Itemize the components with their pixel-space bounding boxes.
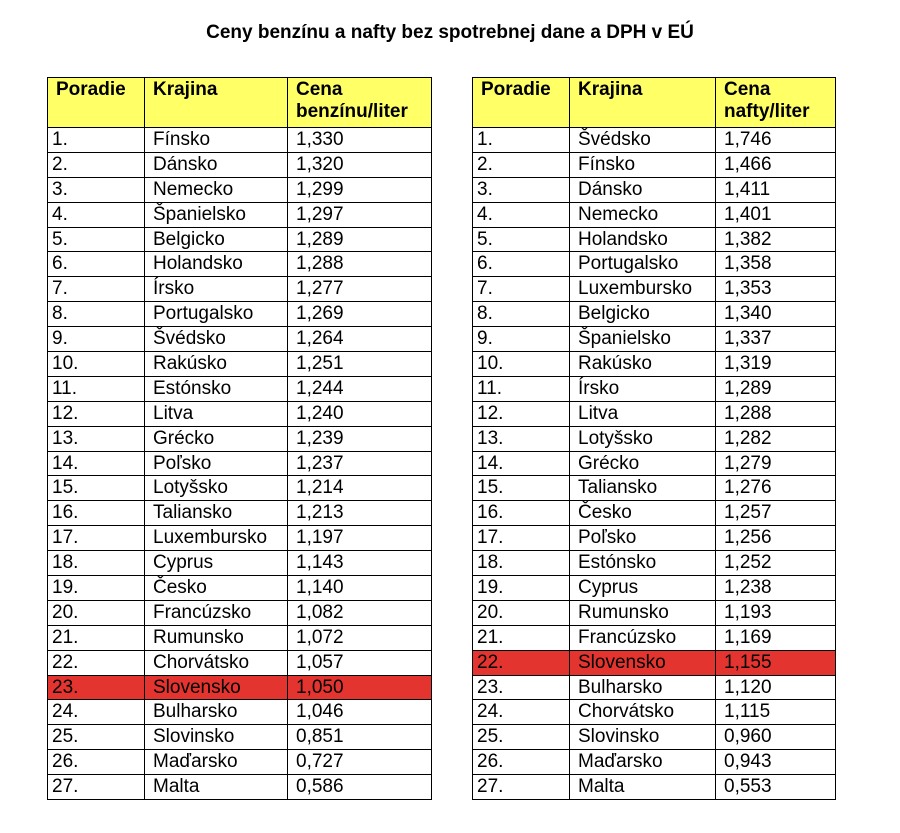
cell-rank: 10. [473,352,570,377]
cell-rank: 18. [473,551,570,576]
cell-rank: 16. [48,501,145,526]
table-row [48,401,432,426]
cell-country: Poľsko [570,526,716,551]
cell-price: 1,277 [288,277,432,302]
cell-country: Španielsko [145,202,288,227]
petrol-table-body [48,128,432,800]
cell-rank: 10. [48,352,145,377]
cell-price: 1,276 [716,476,836,501]
cell-rank: 26. [473,750,570,775]
cell-country: Slovinsko [570,725,716,750]
cell-rank: 27. [473,775,570,800]
cell-price: 0,851 [288,725,432,750]
cell-price: 1,155 [716,650,836,675]
diesel-table-body [473,128,836,800]
cell-country: Dánsko [570,177,716,202]
cell-price: 1,197 [288,526,432,551]
cell-country: Írsko [570,376,716,401]
table-row [48,576,432,601]
cell-rank: 16. [473,501,570,526]
cell-rank: 14. [473,451,570,476]
table-row [473,625,836,650]
table-row [473,600,836,625]
cell-rank: 9. [473,327,570,352]
cell-rank: 2. [473,152,570,177]
cell-country: Luxembursko [145,526,288,551]
cell-rank: 15. [473,476,570,501]
cell-rank: 8. [473,302,570,327]
cell-price: 1,358 [716,252,836,277]
cell-country: Španielsko [570,327,716,352]
cell-rank: 2. [48,152,145,177]
cell-rank: 19. [48,576,145,601]
cell-price: 1,238 [716,576,836,601]
cell-rank: 9. [48,327,145,352]
cell-country: Maďarsko [570,750,716,775]
cell-country: Bulharsko [145,700,288,725]
table-row [473,650,836,675]
cell-price: 1,279 [716,451,836,476]
table-row [48,327,432,352]
cell-price: 0,943 [716,750,836,775]
header-country: Krajina [570,78,716,128]
cell-rank: 6. [473,252,570,277]
cell-country: Slovensko [570,650,716,675]
cell-price: 0,553 [716,775,836,800]
cell-rank: 14. [48,451,145,476]
table-row [473,526,836,551]
cell-price: 0,960 [716,725,836,750]
table-row [473,501,836,526]
table-row [48,551,432,576]
cell-country: Česko [570,501,716,526]
table-row [48,352,432,377]
cell-rank: 24. [48,700,145,725]
cell-rank: 18. [48,551,145,576]
cell-price: 1,046 [288,700,432,725]
table-row [48,675,432,700]
cell-price: 1,269 [288,302,432,327]
cell-rank: 21. [48,625,145,650]
cell-price: 1,264 [288,327,432,352]
table-row [48,202,432,227]
cell-price: 1,214 [288,476,432,501]
table-row [48,775,432,800]
cell-price: 1,289 [716,376,836,401]
table-row [48,650,432,675]
cell-country: Belgicko [145,227,288,252]
cell-rank: 3. [473,177,570,202]
cell-country: Taliansko [145,501,288,526]
table-row [48,302,432,327]
cell-price: 1,288 [716,401,836,426]
cell-country: Slovinsko [145,725,288,750]
table-row [473,327,836,352]
cell-price: 1,193 [716,600,836,625]
cell-country: Lotyšsko [145,476,288,501]
cell-price: 1,289 [288,227,432,252]
cell-country: Nemecko [570,202,716,227]
cell-price: 1,256 [716,526,836,551]
cell-price: 1,050 [288,675,432,700]
table-row [48,625,432,650]
cell-rank: 21. [473,625,570,650]
header-petrol-price: Cena benzínu/liter [288,78,432,128]
table-row [48,277,432,302]
cell-country: Francúzsko [145,600,288,625]
cell-country: Grécko [570,451,716,476]
table-row [473,302,836,327]
cell-country: Malta [570,775,716,800]
table-row [473,451,836,476]
cell-rank: 12. [473,401,570,426]
table-row [473,750,836,775]
cell-price: 1,072 [288,625,432,650]
header-diesel-price: Cena nafty/liter [716,78,836,128]
cell-price: 1,251 [288,352,432,377]
cell-price: 1,337 [716,327,836,352]
table-row [48,750,432,775]
table-row [473,177,836,202]
table-row [473,576,836,601]
cell-rank: 4. [473,202,570,227]
table-row [48,526,432,551]
table-row [473,152,836,177]
cell-country: Švédsko [145,327,288,352]
cell-price: 1,244 [288,376,432,401]
cell-country: Dánsko [145,152,288,177]
table-row [473,725,836,750]
cell-country: Grécko [145,426,288,451]
cell-rank: 22. [48,650,145,675]
cell-rank: 7. [473,277,570,302]
table-row [473,128,836,153]
page-title: Ceny benzínu a nafty bez spotrebnej dane a DPH v EÚ [206,22,694,43]
cell-country: Taliansko [570,476,716,501]
cell-country: Litva [570,401,716,426]
cell-price: 1,237 [288,451,432,476]
cell-country: Česko [145,576,288,601]
cell-price: 1,120 [716,675,836,700]
table-row [48,227,432,252]
table-row [473,277,836,302]
cell-rank: 5. [48,227,145,252]
petrol-price-table [47,77,432,800]
table-row [473,675,836,700]
cell-country: Chorvátsko [145,650,288,675]
cell-rank: 24. [473,700,570,725]
cell-country: Holandsko [145,252,288,277]
table-header-row [473,78,836,128]
cell-price: 1,082 [288,600,432,625]
cell-rank: 7. [48,277,145,302]
cell-price: 1,466 [716,152,836,177]
cell-price: 1,282 [716,426,836,451]
cell-rank: 25. [473,725,570,750]
table-row [473,352,836,377]
cell-price: 1,330 [288,128,432,153]
cell-rank: 13. [48,426,145,451]
cell-price: 0,727 [288,750,432,775]
cell-rank: 25. [48,725,145,750]
table-row [48,177,432,202]
cell-price: 1,057 [288,650,432,675]
cell-rank: 20. [48,600,145,625]
cell-country: Švédsko [570,128,716,153]
table-row [473,252,836,277]
cell-country: Portugalsko [570,252,716,277]
cell-rank: 23. [473,675,570,700]
cell-country: Francúzsko [570,625,716,650]
cell-price: 1,115 [716,700,836,725]
cell-country: Fínsko [145,128,288,153]
cell-country: Belgicko [570,302,716,327]
cell-rank: 1. [48,128,145,153]
cell-price: 1,140 [288,576,432,601]
cell-price: 1,297 [288,202,432,227]
cell-country: Slovensko [145,675,288,700]
table-row [48,600,432,625]
cell-price: 1,257 [716,501,836,526]
cell-country: Holandsko [570,227,716,252]
cell-price: 1,169 [716,625,836,650]
cell-price: 0,586 [288,775,432,800]
cell-rank: 20. [473,600,570,625]
cell-price: 1,143 [288,551,432,576]
table-row [48,700,432,725]
cell-rank: 11. [48,376,145,401]
diesel-price-table [472,77,836,800]
cell-country: Rumunsko [570,600,716,625]
cell-rank: 8. [48,302,145,327]
cell-rank: 3. [48,177,145,202]
cell-rank: 27. [48,775,145,800]
cell-price: 1,299 [288,177,432,202]
cell-rank: 17. [48,526,145,551]
table-row [48,451,432,476]
cell-price: 1,382 [716,227,836,252]
cell-price: 1,411 [716,177,836,202]
cell-country: Cyprus [145,551,288,576]
cell-country: Írsko [145,277,288,302]
table-row [48,128,432,153]
cell-country: Portugalsko [145,302,288,327]
table-row [473,376,836,401]
cell-price: 1,319 [716,352,836,377]
header-rank: Poradie [473,78,570,128]
cell-country: Rakúsko [145,352,288,377]
cell-country: Estónsko [570,551,716,576]
cell-rank: 12. [48,401,145,426]
table-row [473,551,836,576]
cell-country: Poľsko [145,451,288,476]
cell-rank: 22. [473,650,570,675]
cell-price: 1,340 [716,302,836,327]
header-country: Krajina [145,78,288,128]
table-row [48,725,432,750]
table-row [473,775,836,800]
cell-country: Fínsko [570,152,716,177]
cell-country: Rakúsko [570,352,716,377]
cell-rank: 15. [48,476,145,501]
cell-price: 1,320 [288,152,432,177]
cell-rank: 1. [473,128,570,153]
cell-country: Cyprus [570,576,716,601]
cell-rank: 23. [48,675,145,700]
cell-rank: 6. [48,252,145,277]
table-row [473,202,836,227]
table-row [48,152,432,177]
cell-country: Malta [145,775,288,800]
cell-country: Luxembursko [570,277,716,302]
cell-price: 1,252 [716,551,836,576]
cell-country: Chorvátsko [570,700,716,725]
table-row [48,476,432,501]
cell-country: Lotyšsko [570,426,716,451]
cell-country: Bulharsko [570,675,716,700]
cell-price: 1,240 [288,401,432,426]
cell-price: 1,353 [716,277,836,302]
cell-rank: 17. [473,526,570,551]
cell-rank: 11. [473,376,570,401]
table-row [473,426,836,451]
cell-price: 1,213 [288,501,432,526]
table-row [473,401,836,426]
header-rank: Poradie [48,78,145,128]
cell-price: 1,288 [288,252,432,277]
cell-country: Nemecko [145,177,288,202]
cell-country: Rumunsko [145,625,288,650]
table-row [473,700,836,725]
cell-country: Estónsko [145,376,288,401]
cell-price: 1,746 [716,128,836,153]
table-row [473,227,836,252]
cell-price: 1,401 [716,202,836,227]
cell-rank: 5. [473,227,570,252]
cell-country: Litva [145,401,288,426]
table-header-row [48,78,432,128]
cell-rank: 26. [48,750,145,775]
cell-rank: 13. [473,426,570,451]
table-row [48,426,432,451]
cell-rank: 19. [473,576,570,601]
table-row [48,376,432,401]
table-row [48,501,432,526]
cell-rank: 4. [48,202,145,227]
cell-country: Maďarsko [145,750,288,775]
cell-price: 1,239 [288,426,432,451]
table-row [48,252,432,277]
table-row [473,476,836,501]
